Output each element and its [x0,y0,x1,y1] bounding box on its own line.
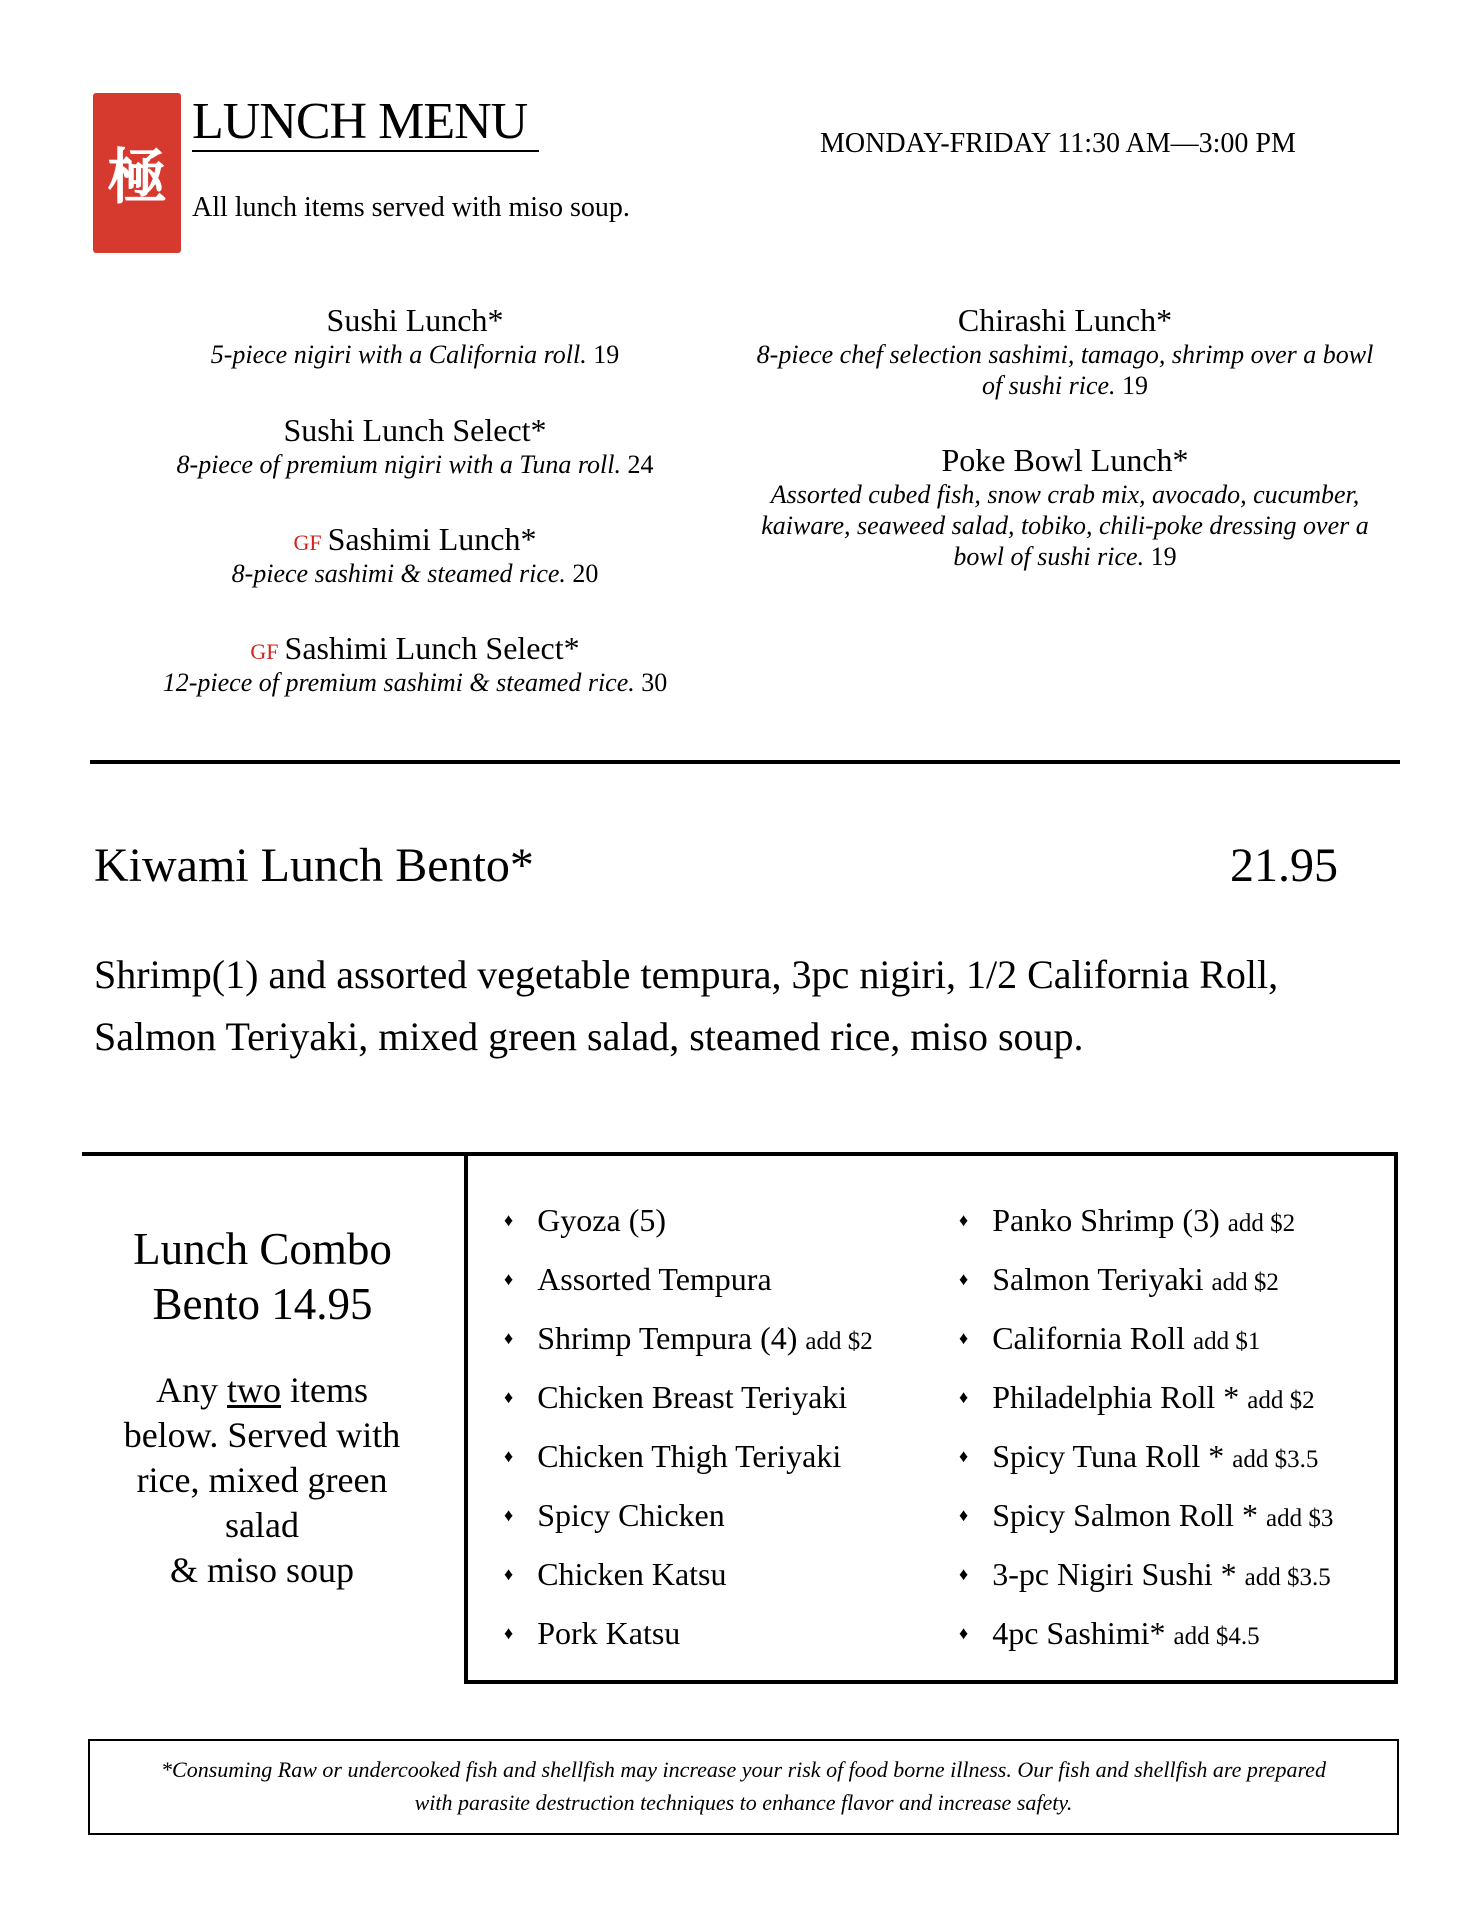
page-subtitle: All lunch items served with miso soup. [192,192,630,223]
combo-option: ♦ Gyoza (5) [504,1202,667,1238]
item-desc: 5-piece nigiri with a California roll. 19 [210,339,620,369]
logo [93,93,181,253]
addon-price: add $3 [1265,1505,1334,1532]
gf-badge: GF [250,639,279,664]
menu-item-poke-bowl-lunch [740,442,1390,572]
item-name: Chirashi Lunch* [957,302,1173,338]
lunch-hours: MONDAY-FRIDAY 11:30 AM—3:00 PM [820,128,1296,159]
item-desc: 8-piece of premium nigiri with a Tuna roll. 24 [176,449,654,479]
combo-option: ♦ 3-pc Nigiri Sushi * add $3.5 [959,1556,1331,1592]
combo-option: ♦ Pork Katsu [504,1615,681,1651]
combo-option: ♦ Shrimp Tempura (4) add $2 [504,1320,873,1356]
gf-badge: GF [293,530,322,555]
combo-option: ♦ Assorted Tempura [504,1261,772,1297]
item-desc: 8-piece sashimi & steamed rice. 20 [231,558,599,588]
raw-food-disclaimer: *Consuming Raw or undercooked fish and shellfish may increase your risk of food borne illness. Our fish and shellfish are prepared with parasite destruction techniques to enhance flavor and increase safety. [88,1739,1399,1835]
combo-option: ♦ Spicy Chicken [504,1497,725,1533]
item-desc: Assorted cubed fish, snow crab mix, avocado, cucumber, kaiware, seaweed salad, tobiko, chili-poke dressing over a bowl of sushi rice. 19 [761,479,1369,572]
addon-price: add $4.5 [1173,1623,1260,1650]
item-price: 30 [641,667,668,697]
item-name: Sushi Lunch Select* [283,412,547,448]
addon-price: add $3.5 [1232,1446,1319,1473]
combo-options-box [464,1152,1398,1684]
combo-emphasis: two [227,1370,281,1410]
item-price: 19 [593,339,620,369]
item-price: 19 [1122,370,1149,400]
item-price: 19 [1150,542,1177,572]
menu-item-sashimi-lunch-select [140,630,690,698]
item-name: Poke Bowl Lunch* [941,442,1189,478]
addon-price: add $2 [1227,1210,1296,1237]
combo-option: ♦ Panko Shrimp (3) add $2 [959,1202,1296,1238]
item-price: 20 [572,558,599,588]
combo-option: ♦ Chicken Katsu [504,1556,727,1592]
addon-price: add $1 [1193,1328,1261,1355]
item-price: 24 [627,449,654,479]
addon-price: add $2 [805,1328,873,1355]
addon-price: add $3.5 [1244,1564,1331,1591]
item-desc: 8-piece chef selection sashimi, tamago, shrimp over a bowl of sushi rice. 19 [756,339,1374,400]
menu-item-chirashi-lunch [740,302,1390,401]
combo-option: ♦ 4pc Sashimi* add $4.5 [959,1615,1260,1651]
section-divider [90,760,1400,764]
combo-option: ♦ Spicy Tuna Roll * add $3.5 [959,1438,1319,1474]
menu-item-sushi-lunch [140,302,690,370]
combo-top-rule [82,1152,466,1156]
page-title: LUNCH MENU [192,96,539,152]
addon-price: add $2 [1211,1269,1279,1296]
bento-description: Shrimp(1) and assorted vegetable tempura, 3pc nigiri, 1/2 California Roll, Salmon Teriyaki, mixed green salad, steamed rice, miso soup. [94,952,1279,1059]
combo-option: ♦ Salmon Teriyaki add $2 [959,1261,1279,1297]
logo-kanji: 極 [107,143,167,213]
bento-title: Kiwami Lunch Bento* [94,839,534,892]
item-desc: 12-piece of premium sashimi & steamed rice. 30 [162,667,668,697]
combo-description: Any two items below. Served with rice, mixed green salad & miso soup [123,1370,401,1590]
menu-item-sashimi-lunch [140,521,690,589]
combo-title: Lunch Combo Bento 14.95 [133,1224,392,1329]
item-name: GF Sashimi Lunch Select* [250,630,580,666]
combo-option: ♦ Chicken Thigh Teriyaki [504,1438,842,1474]
addon-price: add $2 [1247,1387,1315,1414]
combo-option: ♦ Chicken Breast Teriyaki [504,1379,848,1415]
item-name: Sushi Lunch* [326,302,504,338]
menu-item-sushi-lunch-select [140,412,690,480]
combo-option: ♦ Spicy Salmon Roll * add $3 [959,1497,1334,1533]
combo-option: ♦ California Roll add $1 [959,1320,1261,1356]
combo-option: ♦ Philadelphia Roll * add $2 [959,1379,1315,1415]
bento-price: 21.95 [1230,839,1338,892]
item-name: GF Sashimi Lunch* [293,521,537,557]
